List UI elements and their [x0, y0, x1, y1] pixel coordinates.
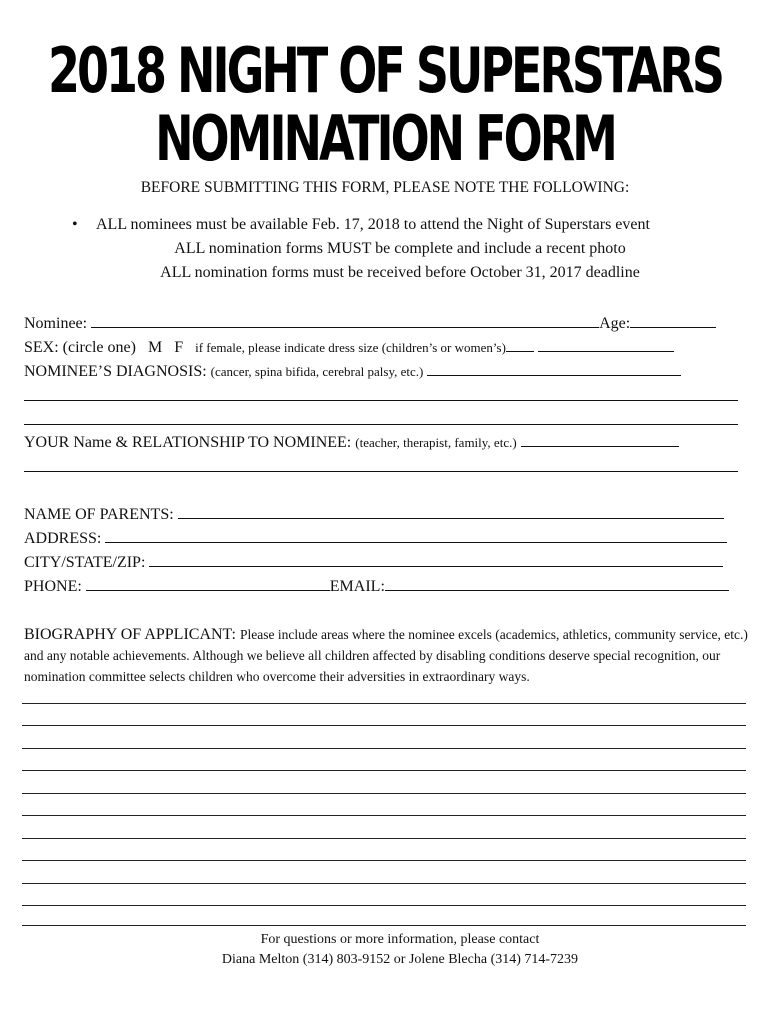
biography-line[interactable] [22, 838, 746, 839]
biography-line[interactable] [22, 770, 746, 771]
biography-line[interactable] [22, 860, 746, 861]
city-row [24, 552, 723, 572]
your-name-field-line-2[interactable] [24, 471, 738, 472]
your-name-field[interactable] [521, 432, 679, 447]
footer-line-2: Diana Melton (314) 803-9152 or Jolene Blecha (314) 714-7239 [221, 952, 579, 967]
address-label: ADDRESS: [24, 530, 102, 547]
your-name-note: (teacher, therapist, family, etc.) [355, 435, 517, 450]
biography-line[interactable] [22, 793, 746, 794]
email-field[interactable] [385, 576, 729, 591]
dress-size-field[interactable] [506, 337, 534, 352]
dress-size-note: if female, please indicate dress size (children’s or women’s) [195, 340, 506, 355]
city-state-zip-label: CITY/STATE/ZIP: [24, 554, 146, 571]
address-row [24, 528, 727, 548]
diagnosis-field[interactable] [427, 361, 681, 376]
form-title-line2: NOMINATION FORM [155, 102, 615, 175]
parents-label: NAME OF PARENTS: [24, 506, 174, 523]
biography-section [24, 624, 754, 687]
diagnosis-row [24, 361, 681, 381]
phone-email-row [24, 576, 729, 596]
address-field[interactable] [105, 528, 727, 543]
nominee-row [24, 313, 716, 333]
email-label: EMAIL: [329, 578, 385, 595]
notice-line-2: ALL nomination forms MUST be complete and include a recent photo [174, 240, 626, 257]
diagnosis-field-line-2[interactable] [24, 400, 738, 401]
diagnosis-field-line-3[interactable] [24, 424, 738, 425]
biography-line[interactable] [22, 925, 746, 926]
sex-row [24, 337, 674, 357]
nominee-label: Nominee: [24, 315, 88, 332]
biography-line[interactable] [22, 748, 746, 749]
age-field[interactable] [630, 313, 716, 328]
footer-line-1: For questions or more information, please contact [260, 932, 540, 947]
diagnosis-note: (cancer, spina bifida, cerebral palsy, etc.) [210, 364, 424, 379]
biography-line[interactable] [22, 703, 746, 704]
notice-line-1: ALL nominees must be available Feb. 17, 2018 to attend the Night of Superstars event [96, 216, 650, 233]
sex-option-m[interactable]: M [147, 339, 163, 356]
your-name-label: YOUR Name & RELATIONSHIP TO NOMINEE: [24, 434, 352, 451]
sex-label: SEX: (circle one) [24, 339, 136, 356]
notice-line-3: ALL nomination forms must be received before October 31, 2017 deadline [160, 264, 640, 281]
phone-label: PHONE: [24, 578, 82, 595]
dress-size-field-extra[interactable] [538, 337, 674, 352]
bullet-icon: • [72, 216, 78, 233]
your-name-row [24, 432, 679, 452]
age-label: Age: [599, 315, 631, 332]
parents-row [24, 504, 724, 524]
sex-option-f[interactable]: F [174, 339, 184, 356]
biography-line[interactable] [22, 883, 746, 884]
form-title-line1: 2018 NIGHT OF SUPERSTARS [48, 34, 722, 107]
parents-field[interactable] [178, 504, 724, 519]
biography-line[interactable] [22, 815, 746, 816]
nominee-field[interactable] [91, 313, 599, 328]
notice-heading: BEFORE SUBMITTING THIS FORM, PLEASE NOTE THE FOLLOWING: [140, 179, 630, 196]
phone-field[interactable] [86, 576, 330, 591]
city-state-zip-field[interactable] [149, 552, 723, 567]
contact-footer [0, 930, 770, 970]
biography-line[interactable] [22, 725, 746, 726]
diagnosis-label: NOMINEE’S DIAGNOSIS: [24, 363, 207, 380]
biography-instructions: Please include areas where the nominee excels (academics, athletics, community service, etc.) and any notable achievements. Although we believe all children affected by disabling conditions deserve special recognition, our nomination committee selects children who overcome their adversities in extraordinary ways. [24, 627, 748, 684]
biography-line[interactable] [22, 905, 746, 906]
biography-label: BIOGRAPHY OF APPLICANT: [24, 626, 236, 643]
